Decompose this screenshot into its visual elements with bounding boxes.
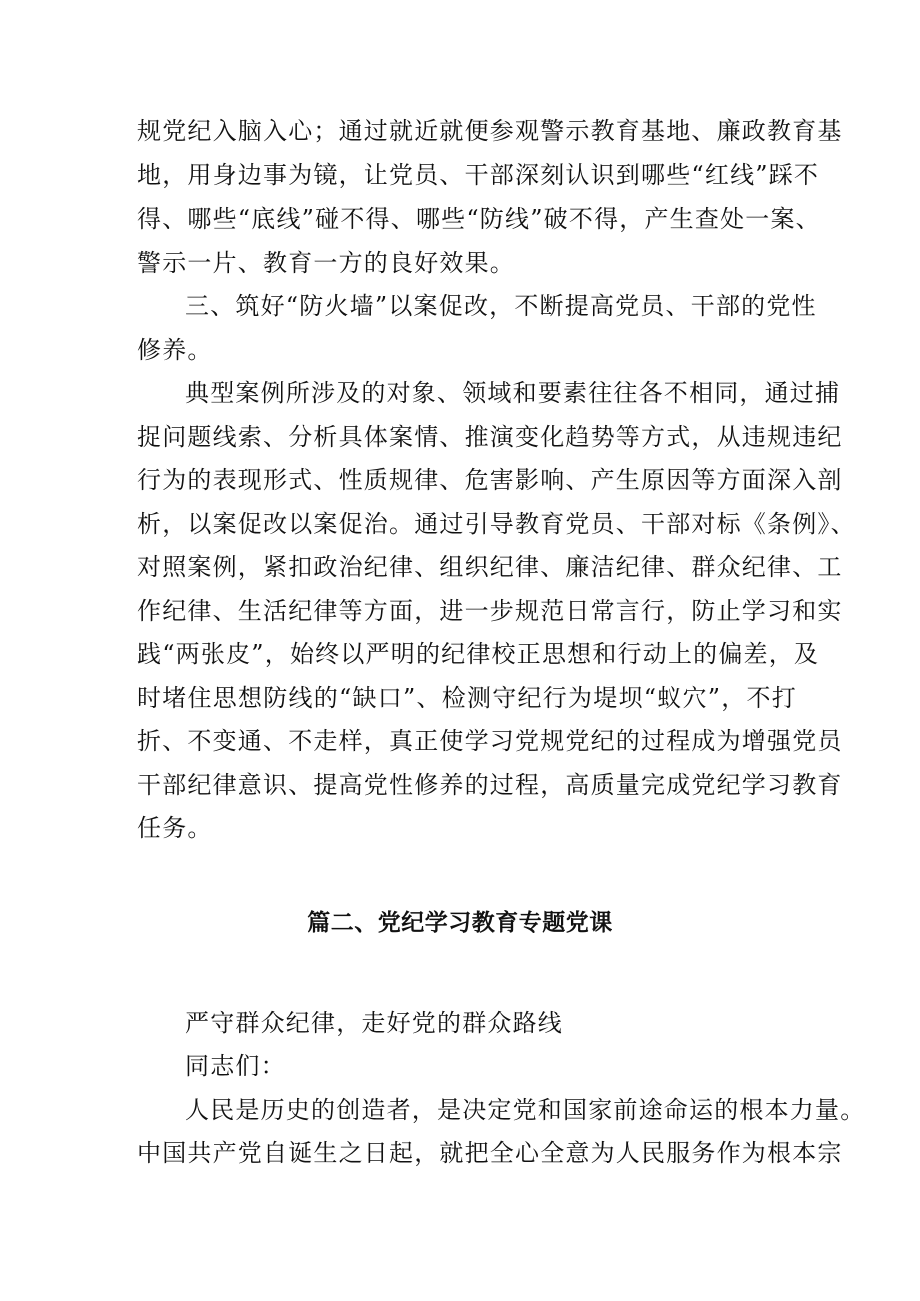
- paragraph-line: 捉问题线索、分析具体案情、推演变化趋势等方式，从违规违纪: [137, 423, 843, 451]
- paragraph-line: 践“两张皮”，始终以严明的纪律校正思想和行动上的偏差，及: [137, 640, 820, 668]
- paragraph-line: 析，以案促改以案促治。通过引导教育党员、干部对标《条例》、: [137, 510, 856, 538]
- section-heading-line: 三、筑好“防火墙”以案促改，不断提高党员、干部的党性: [185, 292, 817, 320]
- paragraph-line: 作纪律、生活纪律等方面，进一步规范日常言行，防止学习和实: [137, 597, 843, 625]
- paragraph-line: 折、不变通、不走样，真正使学习党规党纪的过程成为增强党员: [137, 727, 843, 755]
- paragraph-line: 行为的表现形式、性质规律、危害影响、产生原因等方面深入剖: [137, 466, 843, 494]
- paragraph-line: 警示一片、教育一方的良好效果。: [137, 249, 515, 277]
- section-heading-line: 修养。: [137, 336, 213, 364]
- salutation: 同志们：: [185, 1052, 286, 1080]
- article-heading: 篇二、党纪学习教育专题党课: [307, 910, 613, 936]
- paragraph-line: 规党纪入脑入心；通过就近就便参观警示教育基地、廉政教育基: [137, 117, 843, 145]
- paragraph-line: 得、哪些“底线”碰不得、哪些“防线”破不得，产生查处一案、: [137, 205, 821, 233]
- paragraph-line: 中国共产党自诞生之日起，就把全心全意为人民服务作为根本宗: [137, 1139, 843, 1167]
- speech-subtitle: 严守群众纪律，走好党的群众路线: [185, 1009, 563, 1037]
- paragraph-line: 对照案例，紧扣政治纪律、组织纪律、廉洁纪律、群众纪律、工: [137, 553, 843, 581]
- paragraph-line: 干部纪律意识、提高党性修养的过程，高质量完成党纪学习教育: [137, 771, 843, 799]
- paragraph-line: 人民是历史的创造者，是决定党和国家前途命运的根本力量。: [185, 1096, 866, 1124]
- paragraph-line: 典型案例所涉及的对象、领域和要素往往各不相同，通过捕: [185, 379, 841, 407]
- paragraph-line: 地，用身边事为镜，让党员、干部深刻认识到哪些“红线”踩不: [137, 161, 820, 189]
- paragraph-line: 时堵住思想防线的“缺口”、检测守纪行为堤坝“蚁穴”，不打: [137, 684, 797, 712]
- paragraph-line: 任务。: [137, 814, 213, 842]
